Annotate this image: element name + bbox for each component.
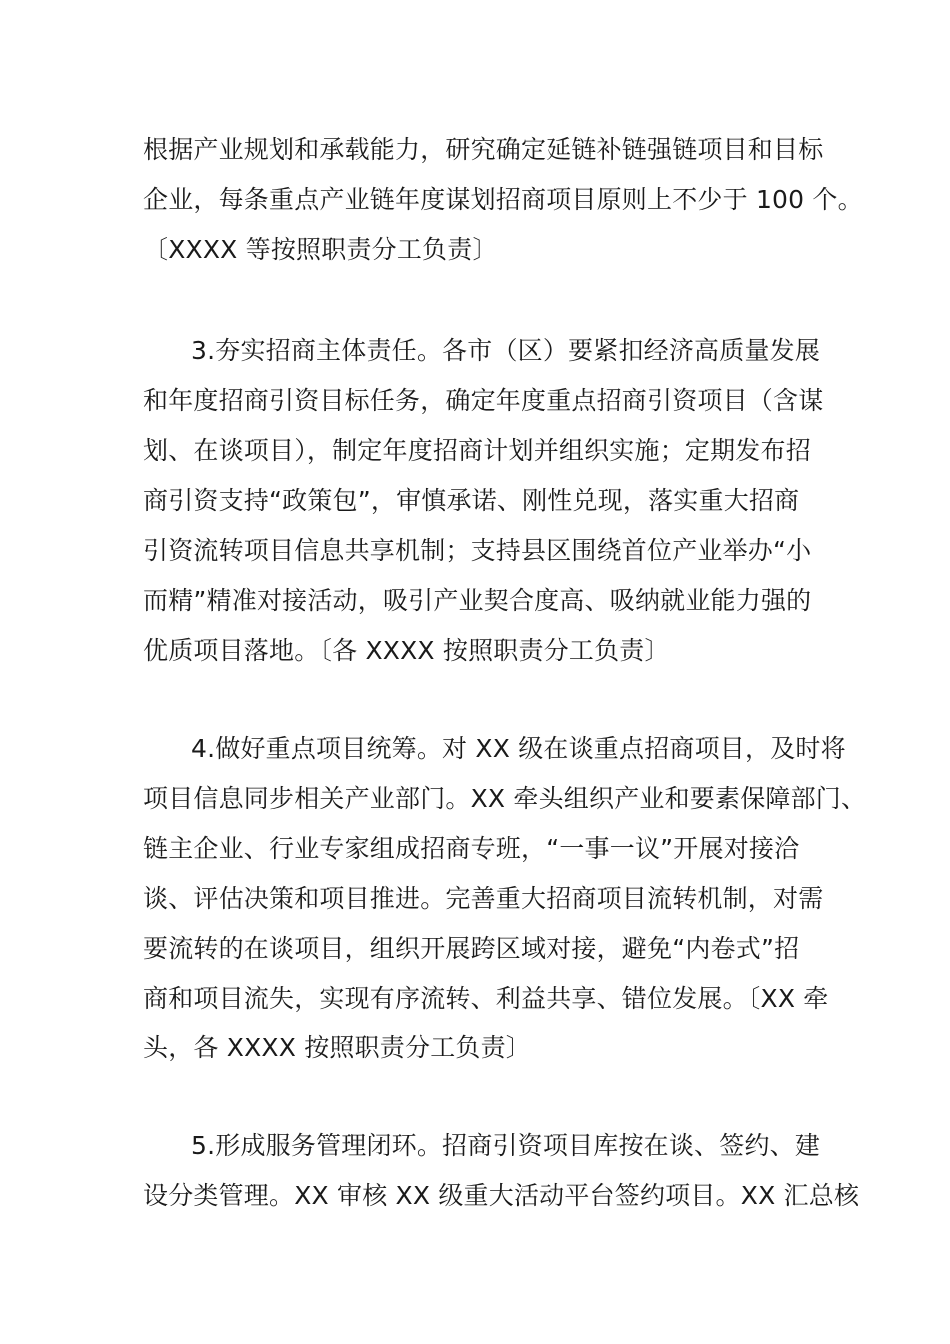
paragraph-2-line-4: 商引资支持“政策包”，审慎承诺、刚性兑现，落实重大招商 [143,486,800,515]
paragraph-4-line-2: 设分类管理。XX 审核 XX 级重大活动平台签约项目。XX 汇总核 [143,1181,860,1210]
paragraph-3-line-7: 头，各 XXXX 按照职责分工负责〕 [143,1033,532,1062]
paragraph-2-line-2: 和年度招商引资目标任务，确定年度重点招商引资项目（含谋 [143,386,824,415]
paragraph-2-line-5: 引资流转项目信息共享机制；支持县区围绕首位产业举办“小 [143,536,812,565]
paragraph-2-line-6: 而精”精准对接活动，吸引产业契合度高、吸纳就业能力强的 [143,586,812,615]
paragraph-1-line-2: 企业，每条重点产业链年度谋划招商项目原则上不少于 100 个。 [143,185,863,214]
paragraph-4-line-1: 5.形成服务管理闭环。招商引资项目库按在谈、签约、建 [191,1131,821,1160]
paragraph-1-line-3: 〔XXXX 等按照职责分工负责〕 [143,235,498,264]
paragraph-3-line-3: 链主企业、行业专家组成招商专班，“一事一议”开展对接洽 [143,834,800,863]
paragraph-3-line-2: 项目信息同步相关产业部门。XX 牵头组织产业和要素保障部门、 [143,784,867,813]
paragraph-2-line-3: 划、在谈项目），制定年度招商计划并组织实施；定期发布招 [143,436,811,465]
paragraph-2-line-1: 3.夯实招商主体责任。各市（区）要紧扣经济高质量发展 [191,336,821,365]
paragraph-3-line-1: 4.做好重点项目统筹。对 XX 级在谈重点招商项目，及时将 [191,734,846,763]
paragraph-3-line-4: 谈、评估决策和项目推进。完善重大招商项目流转机制，对需 [143,884,824,913]
paragraph-3-line-5: 要流转的在谈项目，组织开展跨区域对接，避免“内卷式”招 [143,934,800,963]
paragraph-3-line-6: 商和项目流失，实现有序流转、利益共享、错位发展。〔XX 牵 [143,984,829,1013]
paragraph-1-line-1: 根据产业规划和承载能力，研究确定延链补链强链项目和目标 [143,135,824,164]
paragraph-2-line-7: 优质项目落地。〔各 XXXX 按照职责分工负责〕 [143,636,670,665]
